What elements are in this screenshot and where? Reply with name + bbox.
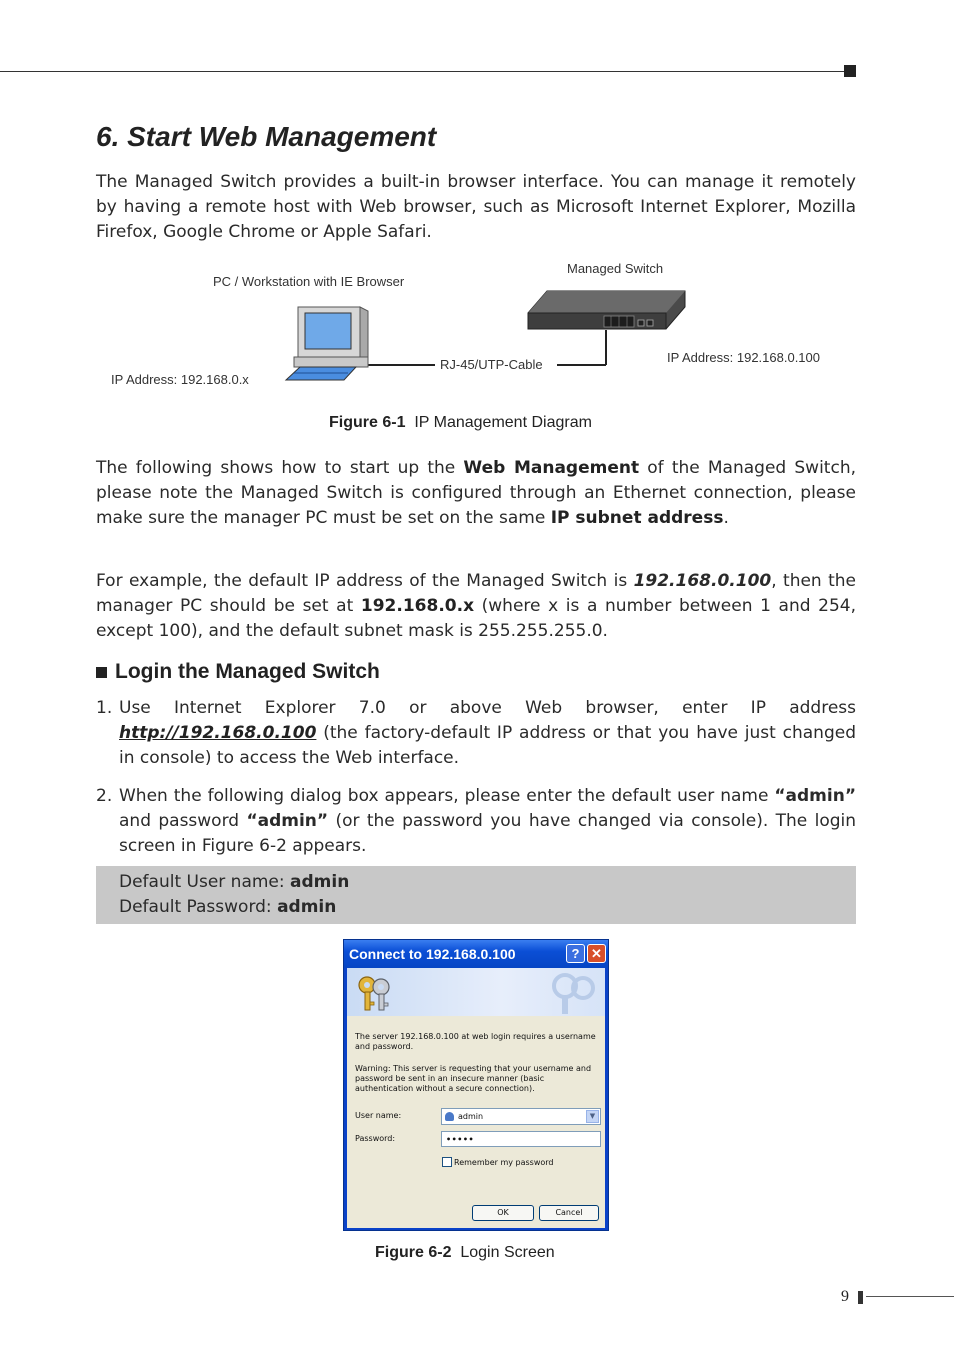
dialog-banner xyxy=(347,968,605,1016)
ok-button[interactable]: OK xyxy=(472,1205,534,1221)
pc-label: PC / Workstation with IE Browser xyxy=(213,274,405,289)
password-value: ••••• xyxy=(446,1135,475,1144)
square-bullet-icon xyxy=(96,667,107,678)
bottom-rule xyxy=(866,1296,954,1297)
pc-icon xyxy=(286,307,368,380)
bottom-marker xyxy=(858,1291,863,1304)
login-dialog xyxy=(343,939,609,1231)
page-title: 6. Start Web Management xyxy=(96,121,437,152)
ip-address-link[interactable]: http://192.168.0.100 xyxy=(119,723,317,743)
remember-password-checkbox[interactable] xyxy=(442,1157,452,1167)
chevron-down-icon[interactable]: ▼ xyxy=(586,1110,599,1123)
default-user-line: Default User name: admin xyxy=(119,872,350,892)
dialog-title: Connect to 192.168.0.100 xyxy=(349,946,516,962)
pc-ip-label: IP Address: 192.168.0.x xyxy=(111,372,249,387)
keys-watermark-icon xyxy=(547,972,597,1014)
dialog-message-1: The server 192.168.0.100 at web login requires a username and password. xyxy=(355,1032,596,1051)
user-icon xyxy=(445,1112,454,1121)
figure-1-caption xyxy=(329,414,592,432)
default-password-line: Default Password: admin xyxy=(119,897,337,917)
username-combobox[interactable] xyxy=(441,1108,601,1125)
page-number: 9 xyxy=(841,1288,849,1305)
figure-1-number: Figure 6-1 xyxy=(329,414,406,431)
paragraph-web-management: The following shows how to start up the Web Management of the Managed Switch, please note the Managed Switch is configured through an Ethernet connection, please make sure the manager PC must be set on the same IP subnet address. xyxy=(96,458,856,528)
remember-password-label: Remember my password xyxy=(454,1158,554,1167)
list-item-step-1: 1. Use Internet Explorer 7.0 or above Web browser, enter IP address http://192.168.0.100 (the factory-default IP address or that you have just changed in console) to access the Web interface. xyxy=(96,698,856,768)
dialog-titlebar xyxy=(344,940,608,968)
username-label: User name: xyxy=(355,1111,402,1120)
paragraph-ip-example: For example, the default IP address of the Managed Switch is 192.168.0.100, then the manager PC should be set at 192.168.0.x (where x is a number between 1 and 254, except 100), and the default subnet mask is 255.255.255.0. xyxy=(96,571,857,641)
figure-2-number: Figure 6-2 xyxy=(375,1244,452,1261)
section-subheading: Login the Managed Switch xyxy=(96,660,380,684)
network-diagram xyxy=(280,285,700,390)
password-label: Password: xyxy=(355,1134,396,1143)
cancel-button[interactable]: Cancel xyxy=(539,1205,599,1221)
help-button[interactable]: ? xyxy=(566,944,585,963)
keys-icon xyxy=(355,974,395,1012)
dialog-body xyxy=(347,968,605,1228)
dialog-warning-message: Warning: This server is requesting that your username and password be sent in an insecure manner (basic authentication without a secure connection). xyxy=(355,1064,592,1093)
cable-label: RJ-45/UTP-Cable xyxy=(440,357,543,372)
figure-2-text: Login Screen xyxy=(460,1244,555,1261)
switch-label: Managed Switch xyxy=(567,261,664,276)
switch-ip-label: IP Address: 192.168.0.100 xyxy=(667,350,820,365)
figure-1-text: IP Management Diagram xyxy=(414,414,592,431)
figure-2-caption xyxy=(375,1244,555,1262)
list-item-step-2: 2. When the following dialog box appears, please enter the default user name “admin” and password “admin” (or the password you have changed via console). The login screen in Figure 6-2 appears. xyxy=(96,786,857,856)
top-square-marker xyxy=(844,65,856,77)
username-value: admin xyxy=(458,1112,484,1121)
password-field[interactable] xyxy=(441,1131,601,1147)
top-rule xyxy=(0,71,845,72)
switch-icon xyxy=(528,291,685,329)
close-button[interactable]: ✕ xyxy=(587,944,606,963)
intro-paragraph: The Managed Switch provides a built-in browser interface. You can manage it remotely by having a remote host with Web browser, such as Microsoft Internet Explorer, Mozilla Firefox, Google Chrome or Apple Safari. xyxy=(96,172,856,242)
default-credentials-box xyxy=(96,866,856,924)
